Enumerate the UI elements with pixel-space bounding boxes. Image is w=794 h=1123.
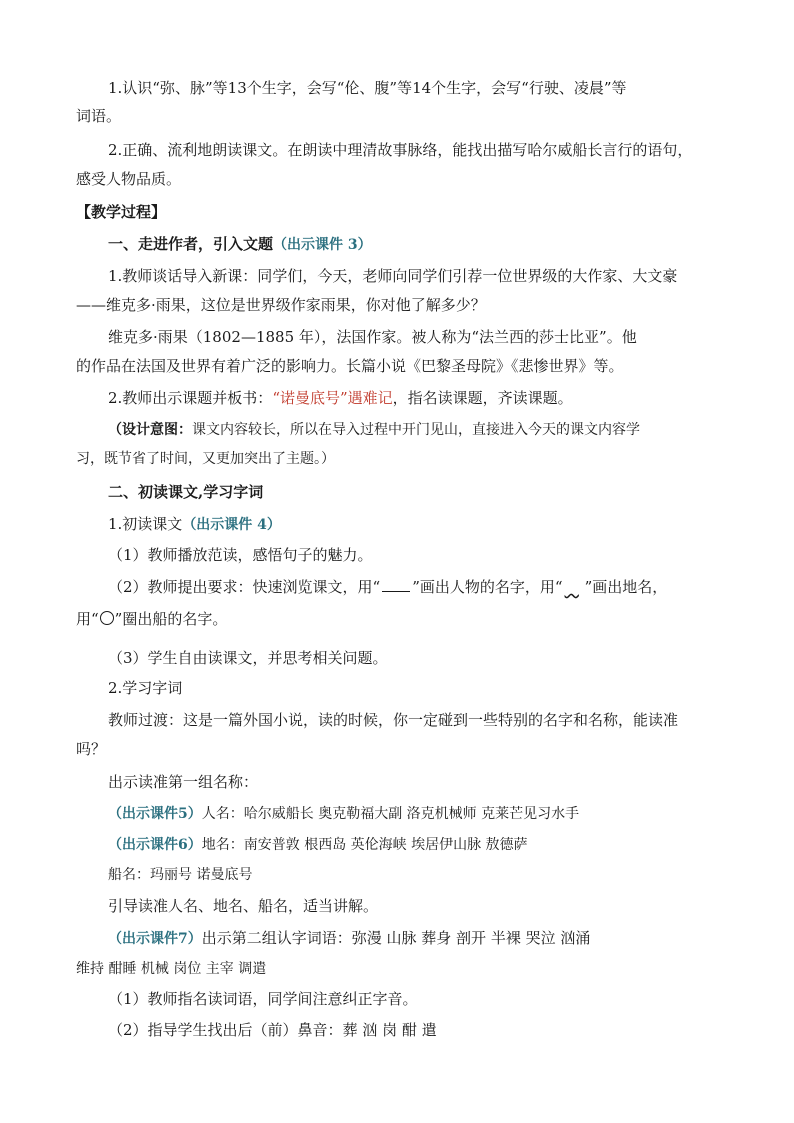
guide-text: 引导读准人名、地名、船名，适当讲解。 [108, 897, 379, 915]
word-group-2-line-1 [108, 928, 590, 949]
read-item-2-a: （2）教师提出要求：快速浏览课文，用“ [108, 578, 381, 596]
objective-2-line-2: 感受人物品质。 [76, 170, 182, 188]
word-group-2-line-2: 维持 酣睡 机械 岗位 主宰 调遣 [76, 961, 267, 977]
section-1-title-row [108, 234, 372, 255]
learn-words-label: 2.学习字词 [108, 679, 183, 697]
place-names: 地名：南安普敦 根西岛 英伦海峡 埃居伊山脉 敖德萨 [201, 837, 528, 853]
p3-prefix: 2.教师出示课题并板书： [108, 389, 273, 407]
read-item-2-e: ”圈出船的名字。 [114, 610, 228, 628]
transition-line-1: 教师过渡：这是一篇外国小说，读的时候，你一定碰到一些特别的名字和名称，能读准 [108, 711, 679, 729]
design-intent-line-2: 习，既节省了时间，又更加突出了主题。） [76, 451, 335, 467]
read-text-row [108, 514, 281, 535]
design-intent-line-1 [108, 420, 640, 440]
people-names-row [108, 803, 579, 824]
objective-1-line-2: 词语。 [76, 107, 122, 125]
read-item-3: （3）学生自由读课文，并思考相关问题。 [108, 649, 388, 667]
wavy-underline-mark [565, 577, 583, 597]
s1-paragraph-3 [108, 388, 573, 408]
word-group-2-a: 出示第二组认字词语：弥漫 山脉 葬身 剖开 半裸 哭泣 汹涌 [201, 929, 591, 947]
read-item-1: （1）教师播放范读，感悟句子的魅力。 [108, 546, 373, 564]
p3-suffix: ，指名读课题，齐读课题。 [392, 389, 573, 407]
group-1-label: 出示读准第一组名称： [108, 773, 259, 791]
lesson-title: “诺曼底号”遇难记 [272, 389, 393, 407]
read-item-2-line-1 [108, 577, 667, 597]
courseware-3: （出示课件 3） [273, 237, 372, 253]
read-item-2-c: ”画出地名， [584, 578, 668, 596]
people-names: 人名：哈尔威船长 奥克勒福大副 洛克机械师 克莱芒见习水手 [201, 806, 580, 822]
read-item-2-d: 用“ [76, 610, 99, 628]
hugo-intro-line-2: 的作品在法国及世界有着广泛的影响力。长篇小说《巴黎圣母院》《悲惨世界》等。 [76, 357, 624, 375]
circle-mark-icon [100, 611, 114, 625]
section-2-title: 二、初读课文,学习字词 [108, 483, 264, 501]
read-text-label: 1.初读课文 [108, 515, 183, 533]
courseware-7: （出示课件7） [108, 931, 202, 947]
objective-2-line-1: 2.正确、流利地朗读课文。在朗读中理清故事脉络，能找出描写哈尔威船长言行的语句， [108, 141, 693, 159]
courseware-6: （出示课件6） [108, 837, 202, 853]
courseware-5: （出示课件5） [108, 806, 202, 822]
word-item-2: （2）指导学生找出后（前）鼻音：葬 汹 岗 酣 遣 [108, 1021, 437, 1039]
design-intent-text: 课文内容较长，所以在导入过程中开门见山，直接进入今天的课文内容学 [192, 422, 640, 438]
straight-underline-mark [382, 579, 410, 592]
read-item-2-b: ”画出人物的名字，用“ [412, 578, 563, 596]
s1-paragraph-1-line-1: 1.教师谈话导入新课：同学们，今天，老师向同学们引荐一位世界级的大作家、大文豪 [108, 267, 678, 285]
section-1-title: 一、走进作者，引入文题 [108, 235, 274, 253]
place-names-row [108, 834, 528, 855]
ship-names: 船名：玛丽号 诺曼底号 [108, 867, 253, 883]
design-intent-label: （设计意图： [108, 422, 192, 438]
teaching-process-heading: 【教学过程】 [76, 203, 167, 221]
objective-1-line-1: 1.认识“弥、脉”等13个生字，会写“伦、腹”等14个生字，会写“行驶、凌晨”等 [108, 79, 627, 97]
hugo-intro-line-1: 维克多·雨果（1802—1885 年），法国作家。被人称为“法兰西的莎士比亚”。他 [108, 328, 637, 346]
s1-paragraph-1-line-2: ——维克多·雨果，这位是世界级作家雨果，你对他了解多少？ [76, 296, 486, 314]
transition-line-2: 吗？ [76, 740, 107, 758]
word-item-1: （1）教师指名读词语，同学间注意纠正字音。 [108, 990, 418, 1008]
courseware-4: （出示课件 4） [182, 517, 281, 533]
read-item-2-line-2 [76, 609, 227, 629]
